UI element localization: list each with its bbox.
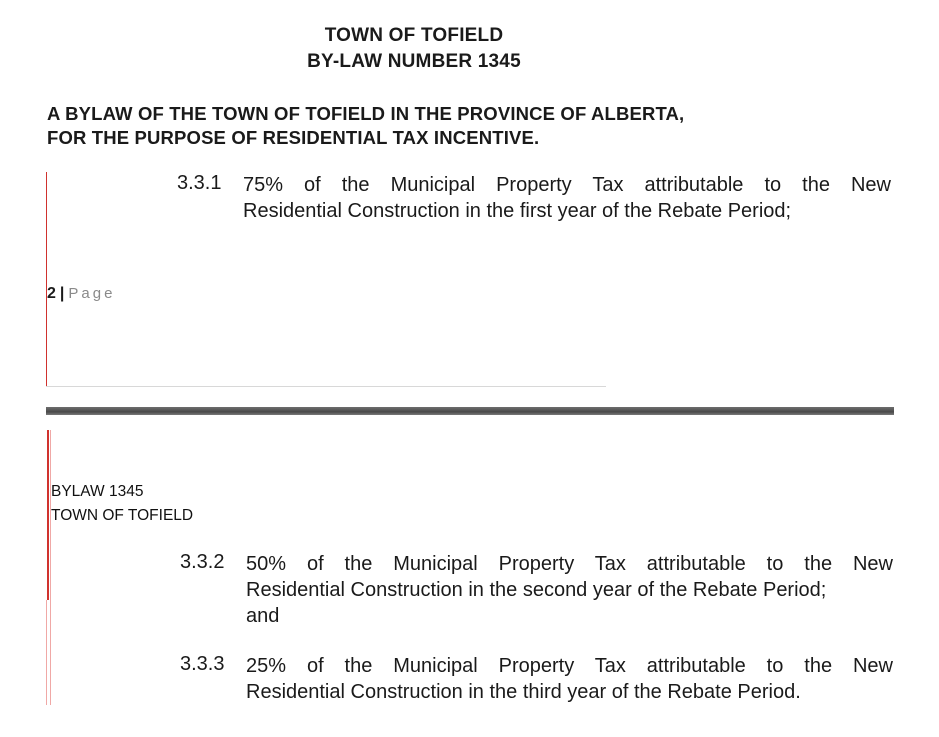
page-footer — [47, 285, 115, 303]
running-header-bylaw: BYLAW 1345 — [51, 483, 144, 500]
clause-line: Residential Construction in the first year of the Rebate Period; — [243, 200, 792, 222]
clause-line: and — [246, 605, 280, 627]
scan-margin-line — [50, 430, 51, 705]
clause-line: 75% of the Municipal Property Tax attributable to the New — [243, 174, 891, 196]
scan-margin-line — [46, 600, 47, 705]
clause-number: 3.3.2 — [180, 551, 225, 573]
clause-number: 3.3.1 — [177, 172, 222, 194]
running-header — [51, 480, 193, 528]
running-header-town: TOWN OF TOFIELD — [51, 507, 194, 524]
clause-text — [243, 172, 891, 224]
clause-line: 25% of the Municipal Property Tax attributable to the New — [246, 655, 893, 677]
scan-margin-line — [47, 430, 49, 600]
page-label: Page — [68, 285, 116, 302]
clause-line: 50% of the Municipal Property Tax attributable to the New — [246, 553, 893, 575]
bylaw-purpose-line-1: A BYLAW OF THE TOWN OF TOFIELD IN THE PROVINCE OF ALBERTA, — [47, 103, 685, 124]
bylaw-purpose-line-2: FOR THE PURPOSE OF RESIDENTIAL TAX INCENTIVE. — [47, 127, 540, 148]
clause-line: Residential Construction in the second year of the Rebate Period; — [246, 579, 827, 601]
clause-text — [246, 653, 893, 705]
clause-text — [246, 551, 893, 629]
document-title-bylaw-number: BY-LAW NUMBER 1345 — [307, 51, 521, 72]
scan-margin-line — [46, 172, 47, 386]
document-title-town: TOWN OF TOFIELD — [324, 25, 504, 46]
clause-number: 3.3.3 — [180, 653, 225, 675]
page-bottom-edge — [46, 386, 606, 387]
page-break-divider — [46, 407, 894, 415]
page-number: 2 — [47, 285, 56, 302]
bylaw-purpose — [47, 102, 684, 150]
footer-separator: | — [59, 285, 65, 302]
clause-line: Residential Construction in the third year of the Rebate Period. — [246, 681, 801, 703]
